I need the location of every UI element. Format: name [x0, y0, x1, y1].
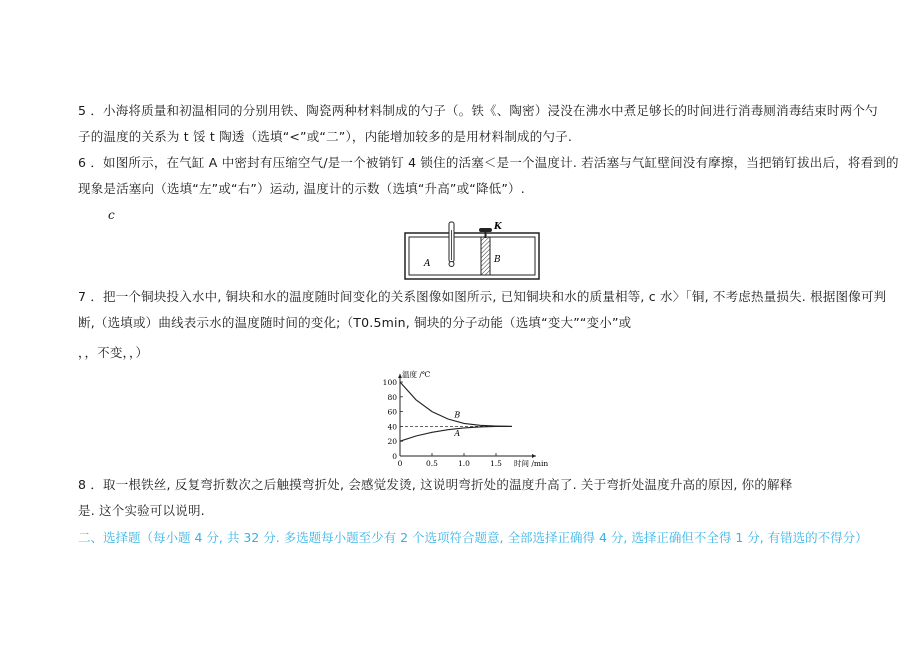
x-tick-label: 1.5: [490, 459, 502, 468]
cylinder-diagram: [404, 220, 544, 282]
y-tick-label: 100: [382, 378, 397, 387]
series-label-a: A: [454, 429, 461, 439]
q7-line-1: 7 ．把一个铜块投入水中, 铜块和水的温度随时间变化的关系图像如图所示, 已知铜块和水的质量相等, c 水〉「铜, 不考虑热量损失. 根据图像可判: [78, 289, 887, 304]
q6-line-1: 6 ．如图所示，在气缸 A 中密封有压缩空气/是一个被销钉 4 锁住的活塞＜是一个温度计. 若活塞与气缸壁间没有摩擦，当把销钉拔出后，将看到的: [78, 155, 899, 170]
y-tick-label: 80: [387, 392, 397, 402]
figure-label-k: K: [494, 222, 502, 232]
q8-line-2: 是. 这个实验可以说明.: [78, 503, 205, 518]
q6-line-2: 现象是活塞向（选填“左”或“右”）运动, 温度计的示数（选填“升高”或“降低”）.: [78, 181, 525, 196]
section-heading-multiple-choice: 二、选择题（每小题 4 分, 共 32 分. 多选题每小题至少有 2 个选项符合题意, 全部选择正确得 4 分, 选择正确但不全得 1 分, 有错选的不得分）: [78, 530, 868, 545]
q5-line-2: 子的温度的关系为 t 馁 t 陶透（选填“<”或“二”），内能增加较多的是用材料制成的勺子.: [78, 129, 572, 144]
piston: [481, 237, 490, 275]
x-axis-label: 时间 /min: [514, 459, 549, 468]
temperature-time-chart: [370, 368, 550, 470]
y-tick-label: 40: [387, 422, 397, 432]
x-tick-label: 1.0: [458, 459, 470, 468]
pin-k-icon: [479, 228, 492, 232]
q7-line-2: 断,（选填或）曲线表示水的温度随时间的变化;（T0.5min, 铜块的分子动能（选填“变大”“变小”或: [78, 315, 632, 330]
x-tick-label: 0: [397, 459, 403, 468]
cylinder-inner: [409, 237, 535, 275]
x-tick-label: 0.5: [426, 459, 438, 468]
figure-label-c: c: [108, 208, 115, 222]
figure-label-a: A: [424, 259, 431, 269]
q5-line-1: 5 ．小海将质量和初温相同的分别用铁、陶瓷两种材料制成的勺子（。铁《、陶密）浸没在沸水中煮足够长的时间进行消毒厕消毒结束时两个勺: [78, 103, 878, 118]
y-tick-label: 20: [387, 437, 397, 447]
cylinder-wall: [405, 233, 539, 279]
y-axis-label: 温度 /℃: [402, 370, 431, 379]
y-tick-label: 60: [387, 407, 397, 417]
x-axis-arrow-icon: [532, 454, 536, 458]
y-tick-label: 0: [392, 452, 397, 461]
series-line-b: [400, 382, 512, 426]
figure-label-b: B: [494, 255, 501, 265]
q8-line-1: 8 ．取一根铁丝, 反复弯折数次之后触摸弯折处, 会感觉发烫, 这说明弯折处的温度升高了. 关于弯折处温度升高的原因, 你的解释: [78, 477, 793, 492]
series-label-b: B: [454, 410, 461, 420]
q7-line-3: ，，不变，，）: [78, 345, 149, 360]
